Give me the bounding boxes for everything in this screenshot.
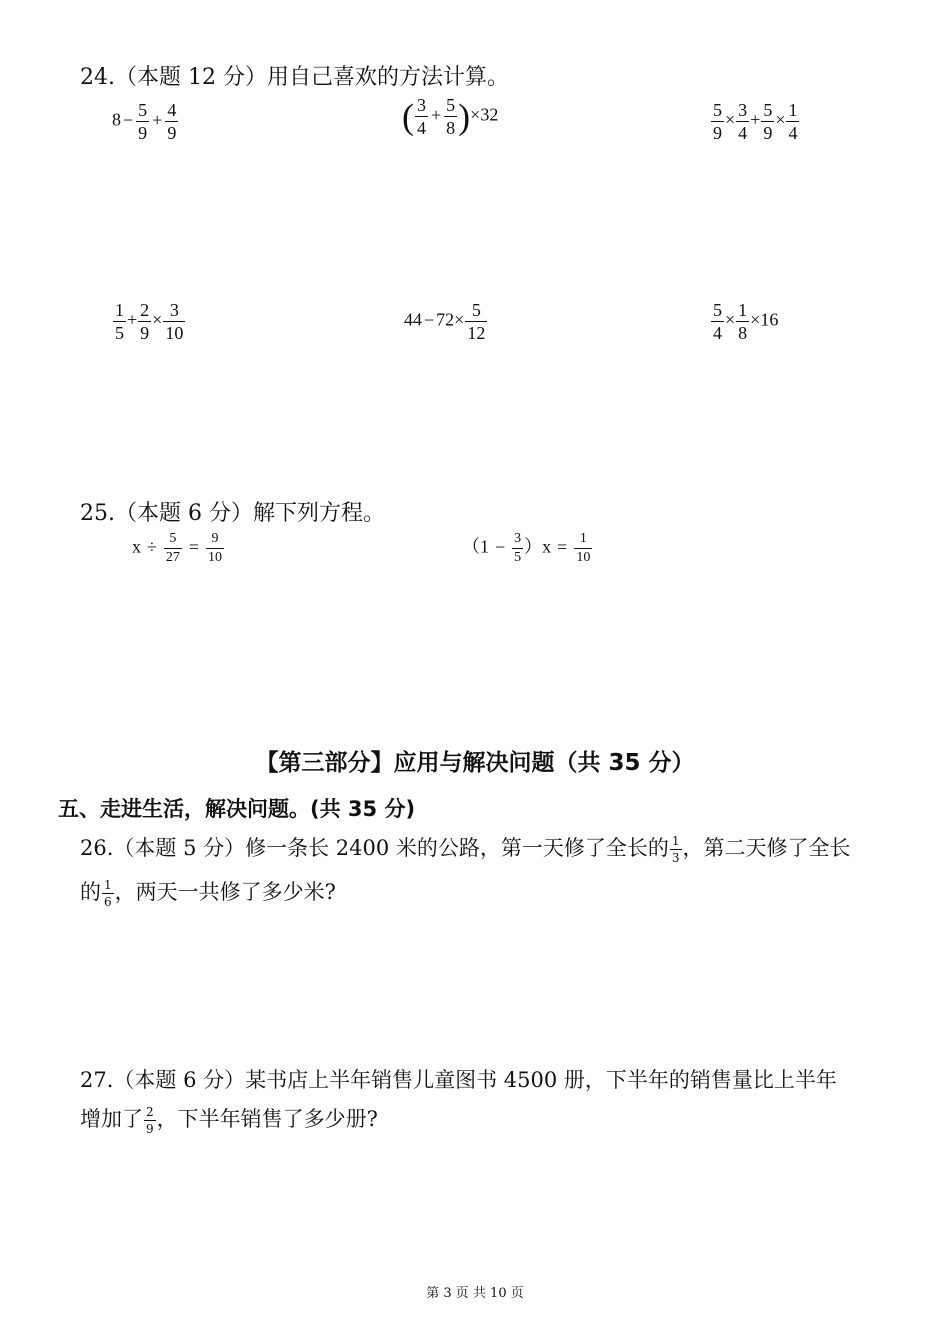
part3-subtitle: 五、走进生活，解决问题。(共 35 分): [58, 797, 416, 821]
q24-expr-2: ( $\frac{3}{4}$ + $\frac{5}{8}$ )×32: [402, 95, 499, 138]
q24-title: 24.（本题 12 分）用自己喜欢的方法计算。: [80, 65, 509, 90]
q24-expr-1: 8 − $\frac{5}{9}$ + $\frac{4}{9}$: [112, 100, 177, 143]
q24-expr-6: $\frac{5}{4}$ × $\frac{1}{8}$ ×16: [713, 300, 779, 343]
q25-title: 25.（本题 6 分）解下列方程。: [80, 501, 385, 526]
q26-line-2: 的 $\frac{1}{6}$ ，两天一共修了多少米?: [80, 878, 336, 909]
q24-expr-4: $\frac{1}{5}$ + $\frac{2}{9}$ × $\frac{3}{10}$: [115, 300, 184, 343]
part3-title: 【第三部分】应用与解决问题（共 35 分）: [255, 750, 695, 776]
q26-line-1: 26.（本题 5 分）修一条长 2400 米的公路，第一天修了全长的 $\frac{1}{3}$ ，第二天修了全长: [80, 834, 851, 865]
q24-expr-5: 44 − 72× $\frac{5}{12}$: [404, 300, 486, 343]
q25-equation-1: x ÷ $\frac{5}{27}$ = $\frac{9}{10}$: [132, 531, 223, 565]
q27-line-1: 27.（本题 6 分）某书店上半年销售儿童图书 4500 册，下半年的销售量比上半年: [80, 1068, 837, 1092]
q25-equation-2: （1 − $\frac{3}{5}$ ）x = $\frac{1}{10}$: [462, 531, 591, 565]
q24-expr-3: $\frac{5}{9}$ × $\frac{3}{4}$ + $\frac{5}{9}$ × $\frac{1}{4}$: [713, 100, 798, 143]
page-footer: 第 3 页 共 10 页: [426, 1286, 524, 1301]
q27-line-2: 增加了 $\frac{2}{9}$ ，下半年销售了多少册?: [80, 1105, 378, 1136]
